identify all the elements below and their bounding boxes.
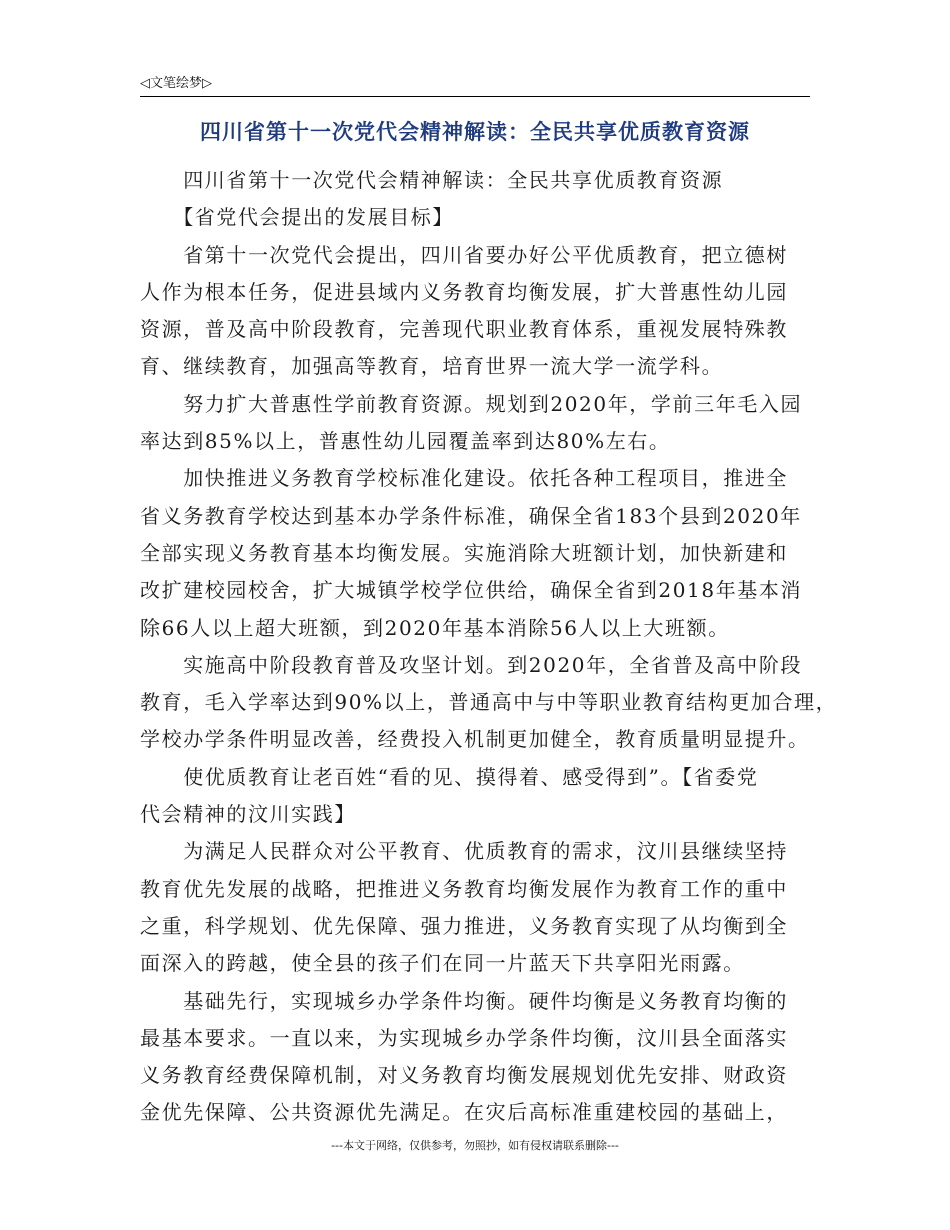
body-line: 省第十一次党代会提出，四川省要办好公平优质教育，把立德树 xyxy=(140,242,788,267)
body-line: 为满足人民群众对公平教育、优质教育的需求，汶川县继续坚持 xyxy=(140,839,788,864)
body-line: 省义务教育学校达到基本办学条件标准，确保全省183个县到2020年 xyxy=(140,503,802,528)
body-line: 面深入的跨越，使全县的孩子们在同一片蓝天下共享阳光雨露。 xyxy=(140,951,745,976)
page-header xyxy=(140,70,810,97)
body-line: 资源，普及高中阶段教育，完善现代职业教育体系，重视发展特殊教 xyxy=(140,317,788,342)
body-line: 金优先保障、公共资源优先满足。在灾后高标准重建校园的基础上， xyxy=(140,1100,788,1125)
header-brand: ◁文笔绘梦▷ xyxy=(140,76,212,91)
document-title: 四川省第十一次党代会精神解读：全民共享优质教育资源 xyxy=(200,119,750,144)
body-line: 【省党代会提出的发展目标】 xyxy=(140,205,454,230)
body-line: 实施高中阶段教育普及攻坚计划。到2020年，全省普及高中阶段 xyxy=(140,652,803,677)
body-line: 之重，科学规划、优先保障、强力推进，义务教育实现了从均衡到全 xyxy=(140,913,788,938)
body-line: 加快推进义务教育学校标准化建设。依托各种工程项目，推进全 xyxy=(140,466,788,491)
body-line: 全部实现义务教育基本均衡发展。实施消除大班额计划，加快新建和 xyxy=(140,540,788,565)
body-line: 率达到85%以上，普惠性幼儿园覆盖率到达80%左右。 xyxy=(140,429,671,454)
body-line: 人作为根本任务，促进县域内义务教育均衡发展，扩大普惠性幼儿园 xyxy=(140,279,788,304)
body-line: 教育优先发展的战略，把推进义务教育均衡发展作为教育工作的重中 xyxy=(140,876,788,901)
body-line: 义务教育经费保障机制，对义务教育均衡发展规划优先安排、财政资 xyxy=(140,1063,788,1088)
body-line: 四川省第十一次党代会精神解读：全民共享优质教育资源 xyxy=(140,168,724,192)
body-line: 除66人以上超大班额，到2020年基本消除56人以上大班额。 xyxy=(140,615,730,640)
body-line: 最基本要求。一直以来，为实现城乡办学条件均衡，汶川县全面落实 xyxy=(140,1025,788,1050)
page-footer-disclaimer: ---本文于网络，仅供参考，勿照抄，如有侵权请联系删除--- xyxy=(331,1139,619,1152)
body-line: 代会精神的汶川实践】 xyxy=(140,802,356,827)
body-line: 基础先行，实现城乡办学条件均衡。硬件均衡是义务教育均衡的 xyxy=(140,988,788,1013)
body-line: 努力扩大普惠性学前教育资源。规划到2020年，学前三年毛入园 xyxy=(140,391,803,416)
body-line: 改扩建校园校舍，扩大城镇学校学位供给，确保全省到2018年基本消 xyxy=(140,578,803,603)
body-line: 教育，毛入学率达到90%以上，普通高中与中等职业教育结构更加合理， xyxy=(140,690,838,715)
body-line: 学校办学条件明显改善，经费投入机制更加健全，教育质量明显提升。 xyxy=(140,727,810,752)
body-line: 使优质教育让老百姓“看的见、摸得着、感受得到”。【省委党 xyxy=(140,764,759,789)
document-body xyxy=(140,162,838,1132)
body-line: 育、继续教育，加强高等教育，培育世界一流大学一流学科。 xyxy=(140,354,724,379)
